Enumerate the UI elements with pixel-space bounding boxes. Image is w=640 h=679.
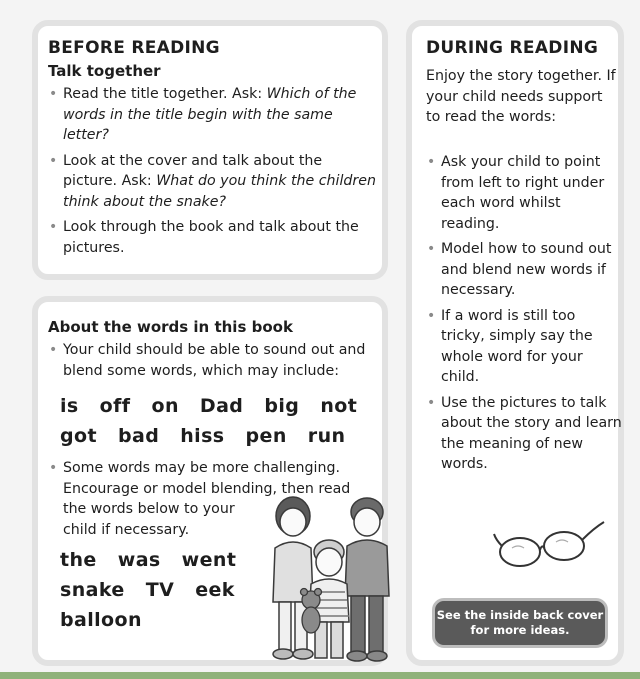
tricky-words-line: snake TV eek: [60, 579, 235, 601]
tricky-words-line: balloon: [60, 609, 142, 631]
during-reading-heading: DURING READING: [426, 38, 599, 58]
children-with-teddy-illustration: [263, 492, 393, 670]
list-item: • Look at the cover and talk about the picture. Ask: What do you think the children think about the snake?: [48, 151, 378, 213]
about-words-list: [48, 340, 380, 386]
list-item: • Model how to sound out and blend new words if necessary.: [426, 239, 622, 301]
list-item: • If a word is still too tricky, simply say the whole word for your child.: [426, 306, 622, 388]
about-words-panel: [32, 296, 388, 666]
during-reading-intro: Enjoy the story together. If your child needs support to read the words:: [426, 68, 616, 125]
list-item: • Your child should be able to sound out and blend some words, which may include:: [48, 340, 380, 381]
list-item: • Look through the book and talk about the pictures.: [48, 217, 378, 258]
list-item: • Ask your child to point from left to right under each word whilst reading.: [426, 152, 622, 234]
about-words-heading: About the words in this book: [48, 318, 293, 336]
glasses-illustration: [490, 518, 608, 574]
decodable-words-line: got bad hiss pen run: [60, 425, 346, 447]
list-item: • Read the title together. Ask: Which of the words in the title begin with the same letter?: [48, 84, 378, 146]
tricky-words-line: the was went: [60, 549, 237, 571]
list-item: • Use the pictures to talk about the story and learn the meaning of new words.: [426, 393, 622, 475]
before-reading-heading: BEFORE READING: [48, 38, 220, 58]
more-ideas-note: See the inside back cover for more ideas.: [432, 598, 608, 648]
during-reading-list: [426, 152, 622, 480]
list-item: • Some words may be more challenging. Encourage or model blending, then read the words below to your child if necessary.: [48, 458, 380, 540]
bottom-border-stripe: [0, 672, 640, 679]
during-reading-panel: [406, 20, 624, 666]
before-reading-list: [48, 84, 378, 263]
before-reading-panel: [32, 20, 388, 280]
talk-together-subheading: Talk together: [48, 62, 161, 80]
decodable-words-line: is off on Dad big not: [60, 395, 358, 417]
